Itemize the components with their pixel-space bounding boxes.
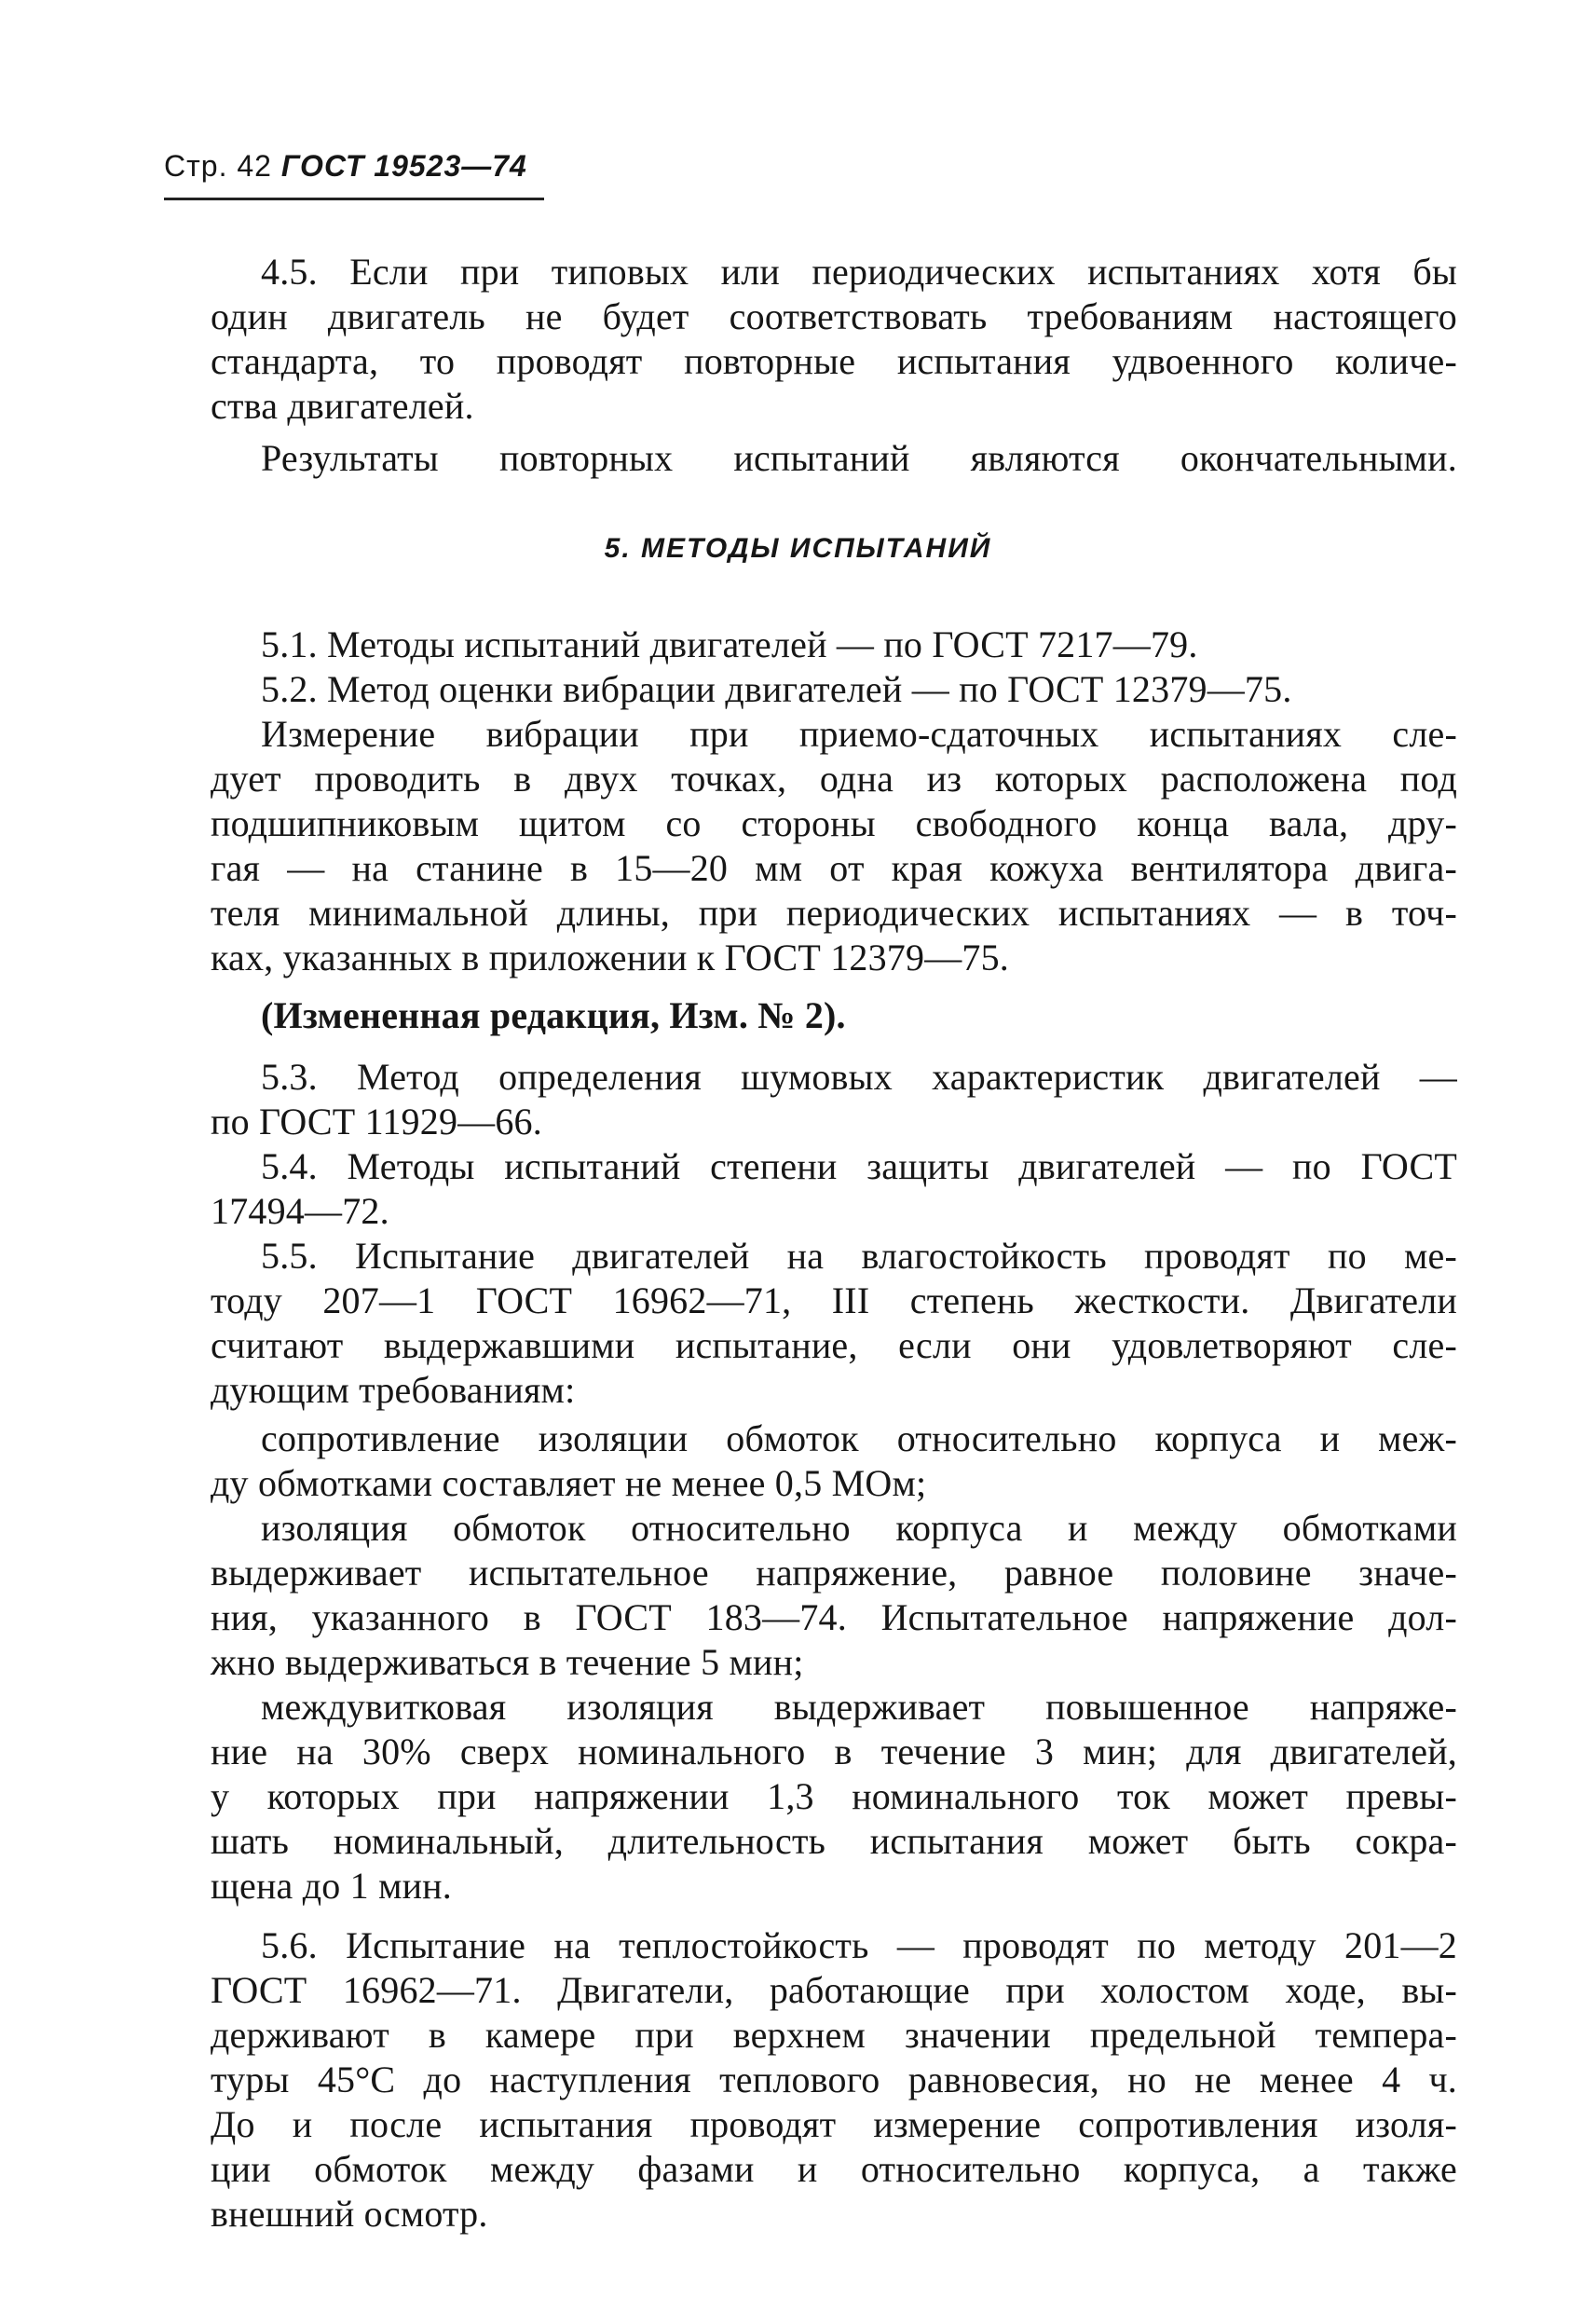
- standard-title: ГОСТ 19523—74: [280, 149, 527, 183]
- header-divider: [164, 198, 544, 200]
- page-number-label: Стр. 42: [164, 149, 272, 183]
- text-line: у которых при напряжении 1,3 номинального ток может превы-: [211, 1775, 1457, 1817]
- text-line: стандарта, то проводят повторные испытания удвоенного количе-: [211, 340, 1457, 382]
- text-line: 5.3. Метод определения шумовых характеристик двигателей —: [261, 1056, 1457, 1098]
- text-line: ции обмоток между фазами и относительно корпуса, а также: [211, 2148, 1457, 2190]
- amendment-note: (Измененная редакция, Изм. № 2).: [261, 994, 846, 1036]
- text-line: междувитковая изоляция выдерживает повышенное напряже-: [261, 1686, 1457, 1728]
- text-line: туры 45°С до наступления теплового равновесия, но не менее 4 ч.: [211, 2059, 1457, 2100]
- text-line: 17494—72.: [211, 1190, 389, 1232]
- text-line: щена до 1 мин.: [211, 1865, 452, 1907]
- text-line: ния, указанного в ГОСТ 183—74. Испытательное напряжение дол-: [211, 1596, 1457, 1638]
- text-line: внешний осмотр.: [211, 2193, 488, 2235]
- text-line: теля минимальной длины, при периодических испытаниях — в точ-: [211, 892, 1457, 934]
- text-line: ду обмотками составляет не менее 0,5 МОм;: [211, 1462, 927, 1504]
- text-line: считают выдержавшими испытание, если они удовлетворяют сле-: [211, 1324, 1457, 1366]
- text-line: 5.2. Метод оценки вибрации двигателей — по ГОСТ 12379—75.: [261, 668, 1292, 710]
- text-line: выдерживает испытательное напряжение, равное половине значе-: [211, 1552, 1457, 1594]
- text-line: ние на 30% сверх номинального в течение 3 мин; для двигателей,: [211, 1731, 1457, 1772]
- section-heading: 5. МЕТОДЫ ИСПЫТАНИЙ: [604, 533, 992, 564]
- text-line: изоляция обмоток относительно корпуса и между обмотками: [261, 1507, 1457, 1549]
- text-line: жно выдерживаться в течение 5 мин;: [211, 1641, 804, 1683]
- text-line: 4.5. Если при типовых или периодических испытаниях хотя бы: [261, 251, 1457, 293]
- text-line: шать номинальный, длительность испытания может быть сокра-: [211, 1820, 1457, 1862]
- text-line: один двигатель не будет соответствовать требованиям настоящего: [211, 295, 1457, 337]
- text-line: ГОСТ 16962—71. Двигатели, работающие при холостом ходе, вы-: [211, 1969, 1457, 2011]
- text-line: тоду 207—1 ГОСТ 16962—71, III степень жесткости. Двигатели: [211, 1279, 1457, 1321]
- text-line: гая — на станине в 15—20 мм от края кожуха вентилятора двига-: [211, 847, 1457, 889]
- text-line: подшипниковым щитом со стороны свободного конца вала, дру-: [211, 802, 1457, 844]
- text-line: держивают в камере при верхнем значении предельной темпера-: [211, 2014, 1457, 2056]
- text-line: Измерение вибрации при приемо-сдаточных испытаниях сле-: [261, 713, 1457, 755]
- text-line: До и после испытания проводят измерение сопротивления изоля-: [211, 2103, 1457, 2145]
- text-line: ках, указанных в приложении к ГОСТ 12379—75.: [211, 937, 1010, 978]
- text-line: 5.4. Методы испытаний степени защиты двигателей — по ГОСТ: [261, 1145, 1457, 1187]
- text-line: 5.6. Испытание на теплостойкость — проводят по методу 201—2: [261, 1924, 1457, 1966]
- text-line: 5.1. Методы испытаний двигателей — по ГОСТ 7217—79.: [261, 623, 1198, 665]
- page-header: [164, 149, 527, 184]
- text-line: 5.5. Испытание двигателей на влагостойкость проводят по ме-: [261, 1235, 1457, 1277]
- text-line: дующим требованиям:: [211, 1369, 576, 1411]
- text-line: ства двигателей.: [211, 385, 474, 427]
- text-line: по ГОСТ 11929—66.: [211, 1101, 542, 1142]
- text-line: дует проводить в двух точках, одна из которых расположена под: [211, 758, 1457, 800]
- text-line: сопротивление изоляции обмоток относительно корпуса и меж-: [261, 1417, 1457, 1459]
- text-line: Результаты повторных испытаний являются окончательными.: [261, 437, 1457, 479]
